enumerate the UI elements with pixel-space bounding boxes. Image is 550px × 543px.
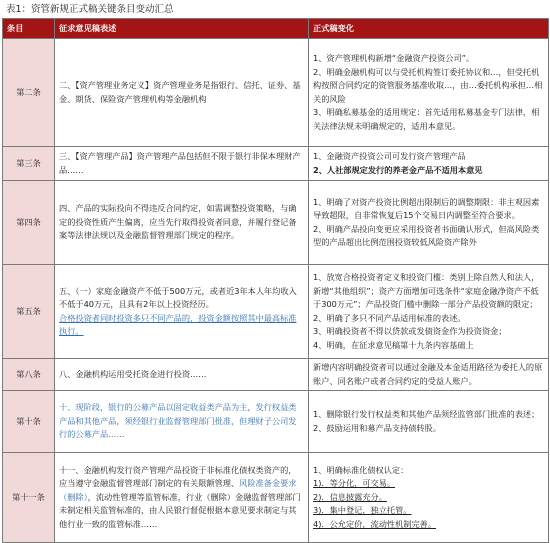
table-row	[3, 359, 549, 391]
draft-deleted-text: 风险准备金要求（删除）	[59, 478, 297, 502]
table-row	[3, 453, 549, 543]
final-line: 1、明确标准化债权认定：	[313, 464, 409, 475]
final-line: 2、人社部规定发行的养老金产品不适用本意见	[313, 164, 483, 175]
table-row	[3, 39, 549, 147]
final-line: 2)．信息披露充分。	[313, 491, 387, 502]
header-draft: 征求意见稿表述	[55, 19, 309, 39]
draft-cell	[55, 265, 309, 359]
final-line: 3、明确私募基金的适用规定：首先适用私募基金专门法律，相关法律法规未明确规定的，适用本意见。	[313, 107, 540, 131]
table-header-row	[3, 19, 549, 39]
final-line: 2、明确了多只不同产品适用标准的表述。	[313, 312, 466, 323]
article-cell: 第二条	[3, 39, 55, 147]
final-line: 2、明确金融机构可以与受托机构签订委托协议和…，但受托机构按照合同约定的资管服务基准收取…，由…委托机构承担…相关的风险	[313, 66, 543, 104]
final-cell	[309, 39, 549, 147]
final-cell	[309, 391, 549, 453]
final-line: 4)．公允定价，流动性机制完善。	[313, 518, 437, 529]
final-line: 4、明确，在征求意见稿第十九条内容基础上	[313, 339, 474, 350]
header-final: 正式稿变化	[309, 19, 549, 39]
draft-cell: 二、【资产管理业务定义】资产管理业务是指银行、信托、证券、基金、期货、保险资产管理机构等金融机构	[55, 39, 309, 147]
draft-text: ，流动性管理等监管标准，行业（删除）金融监督管理部门未制定相关监管标准的，由人民银行督促根据本意见要求制定与其他行业一致的监管标准……	[59, 491, 301, 529]
table-row	[3, 147, 549, 181]
table-caption: 表1：资管新规正式稿关键条目变动汇总	[6, 4, 174, 15]
draft-cell	[55, 453, 309, 543]
final-cell	[309, 181, 549, 265]
header-article: 条目	[3, 19, 55, 39]
final-line: 1、放宽合格投资者定义和投资门槛：类别上除自然人和法人，新增“其他组织”；资产方面增加可选条件“家庭金融净资产不低于300万元”；产品投资门槛中删除一部分产品投资额的限定；	[313, 272, 540, 309]
draft-text: 五、（一）家庭金融资产不低于500万元，或者近3年本人年均收入不低于40万元，且具有2年以上投资经历。	[59, 285, 297, 309]
article-cell: 第十一条	[3, 453, 55, 543]
table-row	[3, 265, 549, 359]
table-row	[3, 181, 549, 265]
final-cell: 新增内容明确投资者可以通过金融及本金适用路径为委托人的原账户、同名账户或者合同约定的受益人账户。	[309, 359, 549, 391]
final-line: 2、明确产品投向变更应采用投资者书面确认形式，但高风险类型的产品超出比例范围投资较低风险资产除外	[313, 223, 540, 247]
final-line: 1、删除银行发行权益类和其他产品须经监管部门批准的表述；	[313, 409, 540, 419]
draft-cell: 八、金融机构运用受托资金进行投资……	[55, 359, 309, 391]
draft-text: 十一、金融机构发行资产管理产品投资于非标准化债权类资产的，应当遵守金融监督管理部门制定的有关限额管理、	[59, 464, 297, 489]
article-cell: 第四条	[3, 181, 55, 265]
final-line: 3)．集中登记，独立托管。	[313, 505, 412, 516]
final-line: 2、鼓励运用和募产品支持债转股。	[313, 422, 442, 433]
draft-cell: 十、现阶段，银行的公募产品以固定收益类产品为主，发行权益类产品和其他产品，须经银行业监督管理部门批准，但理财子公司发行的公募产品……	[55, 391, 309, 453]
final-cell	[309, 453, 549, 543]
final-line: 1、资产管理机构新增“金融资产投资公司”。	[313, 53, 475, 63]
article-cell: 第五条	[3, 265, 55, 359]
draft-cell: 三、【资产管理产品】资产管理产品包括但不限于银行非保本理财产品……	[55, 147, 309, 181]
article-cell: 第八条	[3, 359, 55, 391]
final-line: 1、金融资产投资公司可发行资产管理产品	[313, 151, 466, 161]
final-line: 1、明确了对资产投资比例超出限制后的调整期限：非主观因素导致超限，自非常恢复后15个交易日内调整至符合要求。	[313, 196, 540, 220]
final-cell	[309, 147, 549, 181]
final-cell	[309, 265, 549, 359]
final-line: 1)．等分化，可交易。	[313, 478, 396, 489]
draft-cell: 四、产品的实际投向不得违反合同约定，如需调整投资策略，与确定的投资性质产生偏离，应当先行取得投资者同意，并履行登记备案等法律法规以及金融监督管理部门规定的程序。	[55, 181, 309, 265]
draft-deleted-text: 合格投资者同时投资多只不同产品的，投资金额按照其中最高标准执行。	[59, 312, 297, 336]
article-cell: 第三条	[3, 147, 55, 181]
changes-table	[2, 18, 549, 543]
table-row	[3, 391, 549, 453]
final-line: 3、明确投资者不得以贷款或发债资金作为投资资金；	[313, 326, 507, 336]
article-cell: 第十条	[3, 391, 55, 453]
